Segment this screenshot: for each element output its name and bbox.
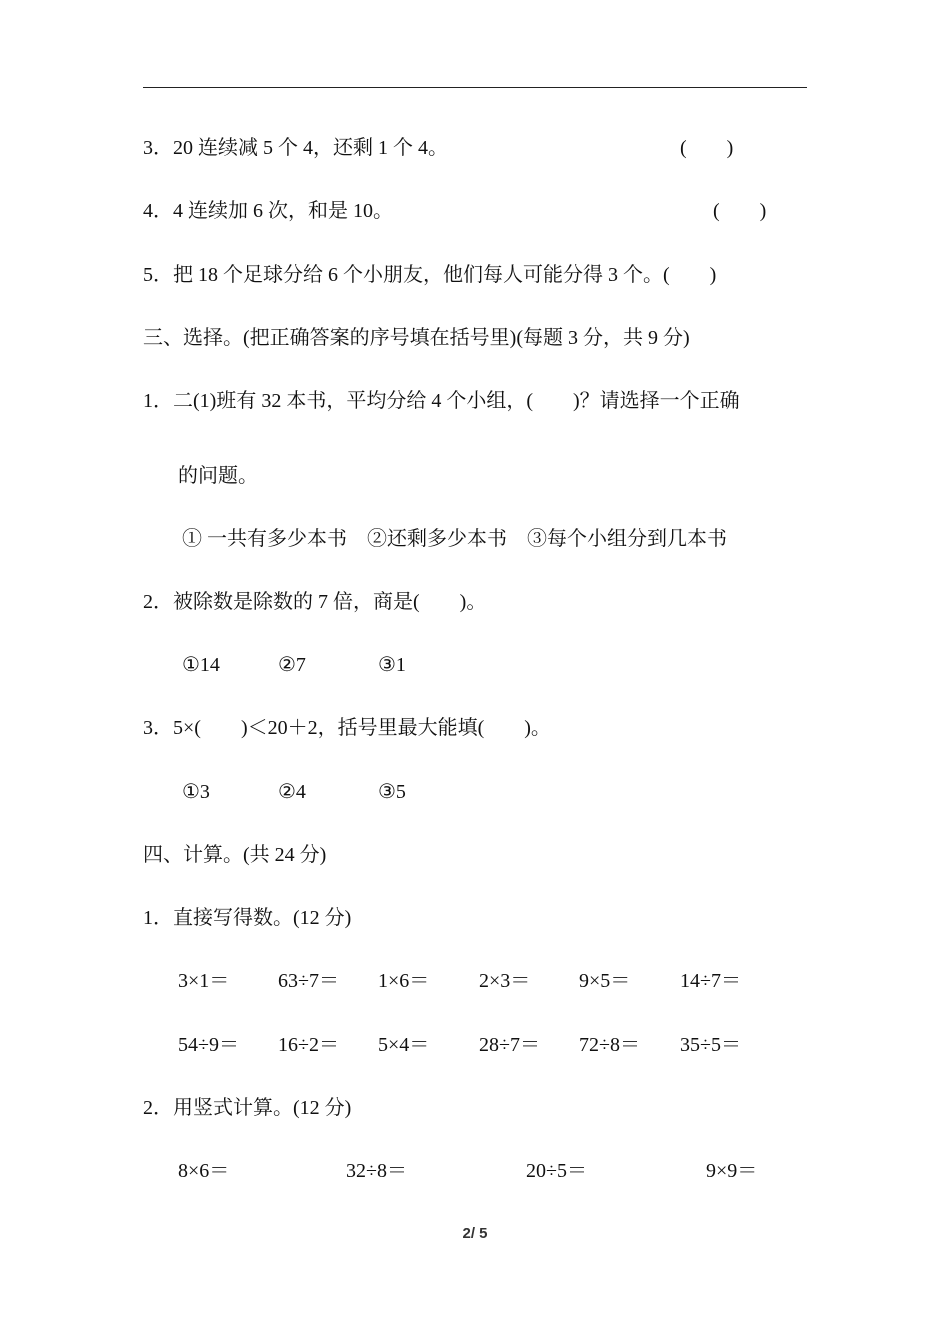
section-3-heading: 三、选择。(把正确答案的序号填在括号里)(每题 3 分，共 9 分)	[143, 327, 690, 349]
oral-calc-item: 35÷5＝	[680, 1034, 741, 1056]
header-rule	[143, 87, 807, 88]
oral-calc-item: 54÷9＝	[178, 1034, 239, 1056]
oral-calc-item: 63÷7＝	[278, 970, 339, 992]
choice-3-option-2: ②4	[278, 781, 306, 803]
section-4-heading: 四、计算。(共 24 分)	[143, 844, 327, 866]
choice-3-option-3: ③5	[378, 781, 406, 803]
oral-calc-item: 9×5＝	[579, 970, 631, 992]
tf-question-3: 3．20 连续减 5 个 4，还剩 1 个 4。	[143, 137, 448, 159]
choice-question-1-options: ① 一共有多少本书 ②还剩多少本书 ③每个小组分到几本书	[182, 528, 727, 550]
vertical-calc-item: 20÷5＝	[526, 1160, 587, 1182]
vertical-calc-item: 8×6＝	[178, 1160, 230, 1182]
tf-answer-blank-3[interactable]: ( )	[680, 137, 734, 159]
choice-question-3: 3．5×( )＜20＋2，括号里最大能填( )。	[143, 717, 551, 739]
vertical-calc-item: 9×9＝	[706, 1160, 758, 1182]
tf-question-5: 5．把 18 个足球分给 6 个小朋友，他们每人可能分得 3 个。( )	[143, 264, 717, 286]
oral-calc-item: 2×3＝	[479, 970, 531, 992]
sub-question-2-title: 2．用竖式计算。(12 分)	[143, 1097, 352, 1119]
choice-question-1-line2: 的问题。	[178, 465, 258, 487]
choice-question-1-line1: 1．二(1)班有 32 本书，平均分给 4 个小组，( )？请选择一个正确	[143, 390, 740, 412]
tf-question-4: 4．4 连续加 6 次，和是 10。	[143, 200, 393, 222]
sub-question-1-title: 1．直接写得数。(12 分)	[143, 907, 352, 929]
choice-2-option-1: ①14	[182, 654, 220, 676]
page-number: 2/ 5	[462, 1225, 488, 1242]
choice-2-option-3: ③1	[378, 654, 406, 676]
tf-answer-blank-4[interactable]: ( )	[713, 200, 767, 222]
oral-calc-item: 5×4＝	[378, 1034, 430, 1056]
oral-calc-item: 3×1＝	[178, 970, 230, 992]
choice-2-option-2: ②7	[278, 654, 306, 676]
choice-question-2: 2．被除数是除数的 7 倍，商是( )。	[143, 591, 487, 613]
choice-3-option-1: ①3	[182, 781, 210, 803]
oral-calc-item: 1×6＝	[378, 970, 430, 992]
oral-calc-item: 28÷7＝	[479, 1034, 540, 1056]
oral-calc-item: 72÷8＝	[579, 1034, 640, 1056]
oral-calc-item: 16÷2＝	[278, 1034, 339, 1056]
vertical-calc-item: 32÷8＝	[346, 1160, 407, 1182]
oral-calc-item: 14÷7＝	[680, 970, 741, 992]
